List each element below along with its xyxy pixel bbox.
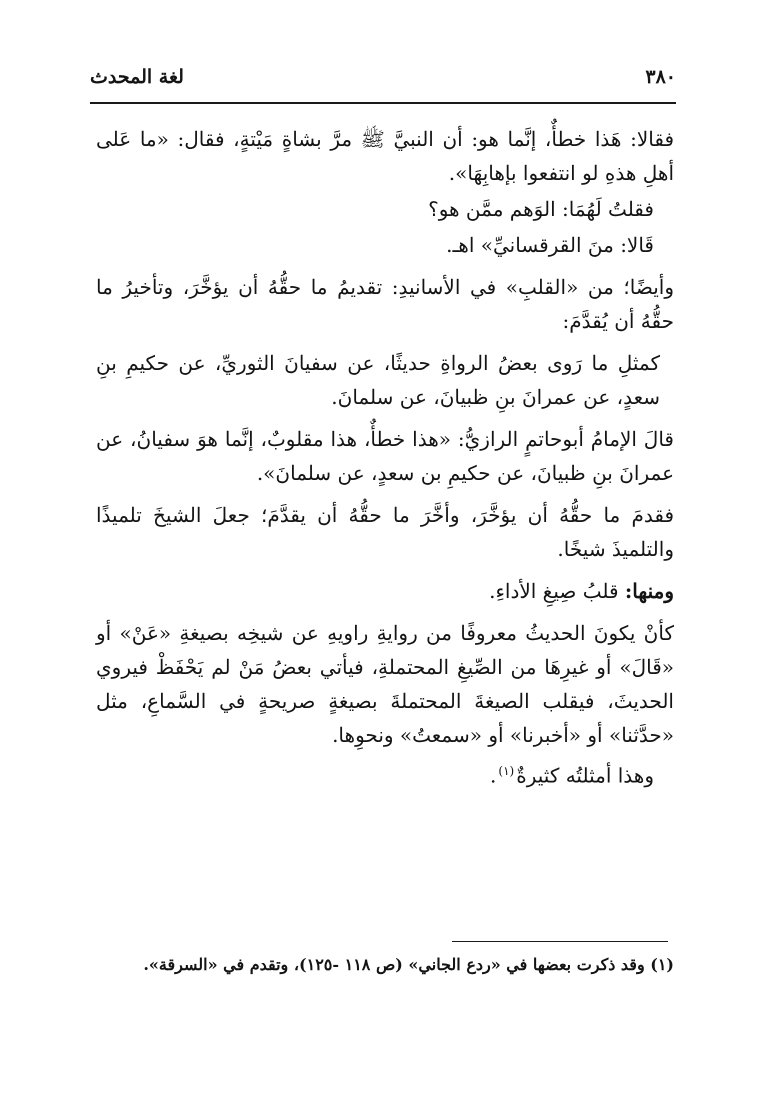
closing-period: .	[490, 763, 497, 788]
page-header	[90, 60, 676, 94]
running-title: لغة المحدث	[90, 66, 184, 88]
footnote-rule	[452, 941, 668, 942]
paragraph: كأنْ يكونَ الحديثُ معروفًا من روايةِ راويهِ عن شيخِه بصيغةِ «عَنْ» أو «قَالَ» أو غيرِهَا من الصِّيغِ المحتملةِ، فيأتي بعضُ مَنْ لم يَحْفَظْ فيروي الحديثَ، فيقلب الصيغةَ المحتملةَ بصيغةٍ صريحةٍ في السَّماعِ، مثل «حدَّثنا» أو «أخبرنا» أو «سمعتُ» ونحوِها.	[96, 621, 674, 747]
paragraph: فقالا: هَذا خطأٌ، إنَّما هو: أن النبيَّ ﷺ مرَّ بشاةٍ مَيْتةٍ، فقال: «ما عَلى أهلِ هذهِ لو انتفعوا بإهابِهَا».	[96, 127, 674, 185]
paragraph: فقلتُ لَهُمَا: الوَهم ممَّن هو؟	[428, 197, 654, 221]
footnote-reference[interactable]: (١)	[498, 764, 515, 778]
paragraph: كمثلِ ما رَوى بعضُ الرواةِ حديثًا، عن سفيانَ الثوريِّ، عن حكيمِ بنِ سعدٍ، عن عمرانَ بنِ ظبيانَ، عن سلمانَ.	[96, 351, 660, 409]
paragraph	[96, 754, 674, 793]
paragraph: قالَ الإمامُ أبوحاتمٍ الرازيُّ: «هذا خطأٌ، هذا مقلوبٌ، إنَّما هوَ سفيانُ، عن عمرانَ بنِ ظبيانَ، عن حكيمِ بن سعدٍ، عن سلمانَ».	[96, 427, 674, 485]
closing-text: وهذا أمثلتُه كثيرةٌ	[516, 763, 654, 788]
footnote: (١) وقد ذكرت بعضها في «ردع الجاني» (ص ١١٨ -١٢٥)، وتقدم في «السرقة».	[143, 955, 674, 974]
header-rule	[90, 102, 676, 104]
paragraph: قَالا: منَ القرقسانيِّ» اهـ.	[446, 233, 654, 257]
paragraph: فقدمَ ما حقُّهُ أن يؤخَّرَ، وأخَّرَ ما حقُّهُ أن يقدَّمَ؛ جعلَ الشيخَ تلميذًا والتلميذَ شيخًا.	[96, 503, 674, 561]
page-number: ٣٨٠	[645, 66, 676, 88]
section-lead-text: قلبُ صِيغِ الأداءِ.	[489, 579, 619, 603]
section-lead: ومنها:	[624, 579, 674, 603]
body-text	[96, 122, 674, 801]
paragraph: وأيضًا؛ من «القلبِ» في الأسانيدِ: تقديمُ ما حقُّهُ أن يؤخَّرَ، وتأخيرُ ما حقُّهُ أن يُقدَّمَ:	[96, 275, 674, 333]
paragraph	[96, 574, 674, 608]
